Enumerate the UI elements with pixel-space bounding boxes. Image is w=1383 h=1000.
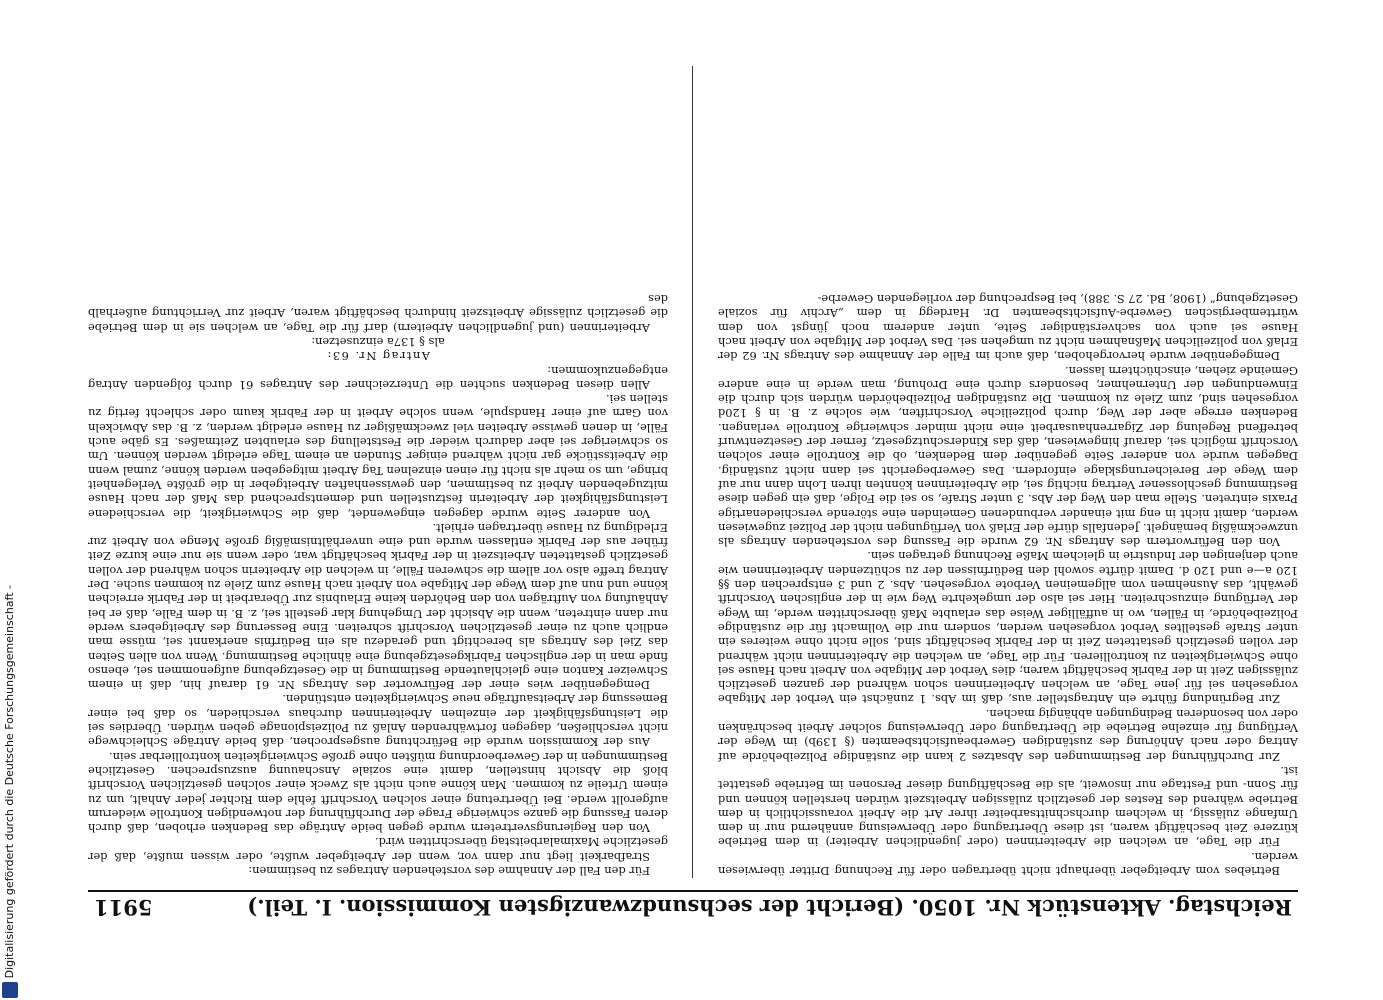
dfg-logo: [2, 982, 18, 998]
right-column: [88, 66, 668, 878]
paragraph: Arbeiterinnen (und jugendlichen Arbeitern) darf für die Tage, an welchen sie in dem Betriebe die gesetzlich zulässige Arbeitszeit hindurch beschäftigt waren, Arbeit zur Verrichtung außerhalb des: [88, 292, 668, 335]
page-header: [88, 890, 1298, 922]
paragraph: Demgegenüber wies einer der Befürworter des Antrags Nr. 61 darauf hin, daß in einem Schweizer Kanton eine gleichlautende Bestimmung in die Gesetzgebung aufgenommen sei, ebenso finde man in der englischen Fabrikgesetzgebung eine ähnliche Bestimmung. Wenn von allen Seiten das Ziel des Antrags als berechtigt und geradezu als ein Bedürfnis anerkannt sei, müsse man endlich auch zu einer gesetzlichen Vorschrift schreiten. Eine Besserung des Arbeitgebers werde nur dann eintreten, wenn die Absicht der Umgehung klar gestellt sei, z. B. in dem Falle, daß er bei Anhäufung von Aufträgen von den Behörden keine Erlaubnis zur Überarbeit in der Fabrik erreichen könne und nun auf dem Wege der Mitgabe von Arbeit nach Hause zum Ziele zu kommen suche. Der Antrag treffe also vor allem die schweren Fälle, in welchen die Arbeiterin schon während der vollen gesetzlich gestatteten Arbeitszeit in der Fabrik beschäftigt war, oder wenn sie nur eine kurze Zeit früher aus der Fabrik entlassen wurde und eine unverhältnismäßig große Menge von Arbeit zur Erledigung zu Hause übertragen erhielt.: [88, 520, 668, 693]
column-divider: [692, 66, 693, 878]
paragraph: Demgegenüber wurde hervorgehoben, daß auch im Falle der Annahme des Antrags Nr. 62 der Erlaß von polizeilichen Maßnahmen nicht zu umgehen sei. Das Verbot der Mitgabe von Arbeit nach Hause sei auch von sachverständiger Seite, unter anderem noch jüngst von dem württembergischen Gewerbe-Aufsichtsbeamten Dr. Hardegg in dem „Archiv für soziale Gesetzgebung“ (1908, Bd. 27 S. 388), bei Besprechung der vorliegenden Gewerbe-: [718, 292, 1298, 364]
paragraph: Für den Fall der Annahme des vorstehenden Antrages zu bestimmen:: [248, 864, 650, 878]
left-column: [718, 66, 1298, 878]
paragraph: Zur Begründung führte ein Antragsteller aus, daß im Abs. 1 zunächst ein Verbot der Mitgabe vorgesehen sei für jene Tage, an welchen Arbeiterinnen schon während der ganzen gesetzlich zulässigen Zeit in der Fabrik beschäftigt waren; dies Verbot der Mitgabe von Arbeit nach Hause sei ohne Schwierigkeiten zu kontrollieren. Für die Tage, an welchen die Arbeiterinnen nicht während der vollen gesetzlich gestatteten Zeit in der Fabrik beschäftigt sind, solle nicht ohne weiteres ein unter Strafe gestelltes Verbot vorgesehen werden, sondern nur die Vollmacht für die zuständige Polizeibehörde, in Fällen, wo in auffälliger Weise das erlaubte Maß überschritten werde, im Wege der Verfügung einzuschreiten. Hier sei also der umgekehrte Weg wie in der englischen Vorschrift gewählt, das Ausnehmen vom allgemeinen Verbote vorgesehen. Abs. 2 und 3 entsprechen den §§ 120 a—e und 120 d. Damit dürfte sowohl den Bedürfnissen der zu schützenden Arbeiterinnen wie auch denjenigen der Industrie in gleichem Maße Rechnung getragen sein.: [718, 549, 1298, 707]
paragraph: Von den Regierungsvertretern wurde gegen beide Anträge das Bedenken erhoben, daß durch deren Fassung die ganze schwierige Frage der Durchführung der notwendigen Kontrolle wiederum aufgerollt werde. Bei Übertretung einer solchen Vorschrift fehle dem Richter jeder Anhalt, um zu einem Urteile zu kommen. Man könne auch nicht als Zweck einer solchen gesetzlichen Vorschrift bloß die Absicht hinstellen, damit eine soziale Anschauung auszusprechen. Gesetzliche Bestimmungen in der Gewerbeordnung müßten ohne große Schwierigkeiten kontrollierbar sein.: [88, 749, 668, 836]
digitization-credit: [0, 0, 20, 1000]
credit-text: Digitalisierung gefördert durch die Deutsche Forschungsgemeinschaft -: [3, 584, 16, 978]
paragraph: als § 137a einzusetzen:: [311, 335, 445, 350]
paragraph: Aus der Kommission wurde die Befürchtung ausgesprochen, daß beide Anträge Schleichwege nicht verschließen, dagegen fortwährenden Anlaß zu Polizeispionage geben würden. Überdies sei die Leistungsfähigkeit der einzelnen Arbeiterinnen durchaus verschieden, so daß bei einer Bemessung der Arbeitsaufträge neue Schwierigkeiten entstünden.: [88, 692, 668, 750]
document-page: [88, 60, 1298, 922]
paragraph: Betriebes vom Arbeitgeber überhaupt nicht übertragen oder für Rechnung Dritter überwiesen werden.: [718, 849, 1298, 878]
paragraph: Strafbarkeit liegt nur dann vor, wenn der Arbeitgeber wußte, oder wissen mußte, daß der gesetzliche Maximalarbeitstag überschritten wird.: [88, 835, 668, 864]
paragraph: Für die Tage, an welchen die Arbeiterinnen (oder jugendlichen Arbeiter) in dem Betriebe kürzere Zeit beschäftigt waren, ist diese Übertragung oder Überweisung annähernd nur in dem Umfange zulässig, in welchem durchschnittsarbeiter ihrer Art die Arbeit voraussichtlich in dem Betriebe während des Restes der gesetzlich zulässigen Arbeitszeit würden herstellen können und für Sonn- und Festtage nur insoweit, als die Beschäftigung dieser Personen im Betriebe gestattet ist.: [718, 763, 1298, 850]
paragraph: Von anderer Seite wurde dagegen eingewendet, daß die Schwierigkeit, die verschiedene Leistungsfähigkeit der Arbeiterin festzustellen und dementsprechend das Maß der nach Hause mitzugebenden Arbeit zu bestimmen, den gewissenhaften Arbeitgeber in die größte Verlegenheit bringe, um so mehr als nicht für einen einzelnen Tag Arbeit mitgegeben werden könne, zumal wenn die Arbeitsstücke gar nicht während einiger Stunden an einem Tage erledigt werden können. Um so schwieriger sei aber dadurch wieder die Feststellung des erlaubten Zeitmaßes. Es gäbe auch Fälle, in denen gewisse Arbeiten viel zweckmäßiger zu Hause erledigt werden, z. B. das Abwickeln von Garn auf einer Handspule, wenn solche Arbeit in der Fabrik kaum oder schlecht fertig zu stellen sei.: [88, 392, 668, 521]
page-number: 5911: [94, 895, 153, 920]
paragraph: Allen diesen Bedenken suchten die Unterzeichner des Antrages 61 durch folgenden Antrag entgegenzukommen:: [88, 363, 668, 392]
paragraph: Zur Durchführung der Bestimmungen des Absatzes 2 kann die zuständige Polizeibehörde auf Antrag oder nach Anhörung des zuständigen Gewerbeaufsichtsbeamten (§ 139b) im Wege der Verfügung für einzelne Betriebe die Übertragung oder Überweisung solcher Arbeit beschränken oder von besonderen Bedingungen abhängig machen.: [718, 706, 1298, 764]
motion-heading: Antrag Nr. 63:: [325, 349, 431, 364]
header-title: Reichstag. Aktenstück Nr. 1050. (Bericht der sechsundzwanzigsten Kommission. I. Teil.): [247, 895, 1292, 920]
paragraph: Von den Befürwortern des Antrags Nr. 62 wurde die Fassung des vorstehenden Antrags als unzweckmäßig bemängelt. Jedenfalls dürfe der Erlaß von Verfügungen nicht der Polizei zugewiesen werden, damit nicht in eng mit einander verbundenen Gemeinden eine störende verschiedenartige Praxis eintreten. Stelle man den Weg der Abs. 3 unter Strafe, so sei die Folge, daß ein gegen diese Bestimmung geschlossener Vertrag nichtig sei, die Arbeiterinnen könnten ihren Lohn dann nur auf dem Wege der Bereicherungsklage einfordern. Das Gewerbegericht sei dann nicht zuständig. Dagegen wurde von anderer Seite gegenüber dem Bedenken, ob die Kontrolle einer solchen Vorschrift möglich sei, darauf hingewiesen, daß das Kinderschutzgesetz, ferner der Gesetzentwurf betreffend Regelung der Zigarrenhausarbeit eine nicht minder schwierige Kontrolle verlangen. Bedenken errege aber der Weg, durch polizeiliche Vorschriften, wie solche z. B. in § 120d vorgesehen sind, zum Ziele zu kommen. Die zuständigen Polizeibehörden würden sich durch die Einwendungen der Unternehmer, besonders durch eine Drohung, man werde in eine andere Gemeinde ziehen, einschüchtern lassen.: [718, 363, 1298, 550]
